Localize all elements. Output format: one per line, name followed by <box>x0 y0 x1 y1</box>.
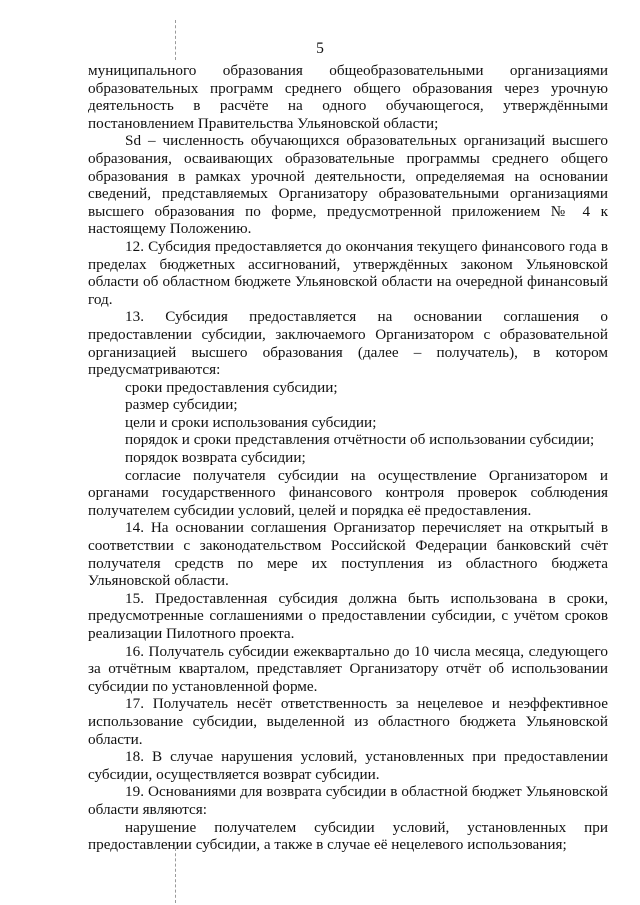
document-body <box>88 62 608 854</box>
scan-fold-line-top <box>175 20 176 60</box>
page-number: 5 <box>316 40 324 57</box>
paragraph-sd-definition: Sd – численность обучающихся образовательных организаций высшего образования, осваивающих образовательные программы среднего общего образования в рамках урочной деятельности, определяемая на основании сведений, представляемых Организатору образовательными организациями высшего образования по форме, предусмотренной приложением № 4 к настоящему Положению. <box>88 132 608 238</box>
scan-fold-line-bottom <box>175 848 176 903</box>
paragraph-12: 12. Субсидия предоставляется до окончания текущего финансового года в пределах бюджетных ассигнований, утверждённых законом Ульяновской области об областном бюджете Ульяновской области на очередной финансовый год. <box>88 237 608 308</box>
paragraph-15: 15. Предоставленная субсидия должна быть использована в сроки, предусмотренные соглашениями о предоставлении субсидии, с учётом сроков реализации Пилотного проекта. <box>88 589 608 642</box>
paragraph-18: 18. В случае нарушения условий, установленных при предоставлении субсидии, осуществляется возврат субсидии. <box>88 748 608 783</box>
list-item: сроки предоставления субсидии; <box>125 378 338 396</box>
paragraph-19-item: нарушение получателем субсидии условий, установленных при предоставлении субсидии, а также в случае её нецелевого использования; <box>88 818 608 854</box>
list-item: цели и сроки использования субсидии; <box>125 413 377 431</box>
paragraph-continuation: муниципального образования общеобразовательными организациями образовательных программ среднего общего образования через урочную деятельность в расчёте на одного обучающегося, утверждёнными постановлением Правительства Ульяновской области; <box>88 62 608 132</box>
paragraph-13: 13. Субсидия предоставляется на основании соглашения о предоставлении субсидии, заключаемого Организатором с образовательной организацией высшего образования (далее – получатель), в котором предусматриваются: <box>88 308 608 379</box>
list-item: порядок возврата субсидии; <box>125 449 306 467</box>
paragraph-19: 19. Основаниями для возврата субсидии в областной бюджет Ульяновской области являются: <box>88 783 608 818</box>
list-item: размер субсидии; <box>125 396 238 414</box>
paragraph-17: 17. Получатель несёт ответственность за нецелевое и неэффективное использование субсидии, выделенной из областного бюджета Ульяновской области. <box>88 695 608 748</box>
list-item-consent: согласие получателя субсидии на осуществление Организатором и органами государственного финансового контроля проверок соблюдения получателем субсидии условий, целей и порядка её предоставления. <box>88 466 608 519</box>
paragraph-14: 14. На основании соглашения Организатор перечисляет на открытый в соответствии с законодательством Российской Федерации банковский счёт получателя средств по мере их поступления из областного бюджета Ульяновской области. <box>88 519 608 590</box>
paragraph-16: 16. Получатель субсидии ежеквартально до 10 числа месяца, следующего за отчётным кварталом, представляет Организатору отчёт об использовании субсидии по установленной форме. <box>88 642 608 695</box>
list-item: порядок и сроки представления отчётности об использовании субсидии; <box>125 431 595 449</box>
